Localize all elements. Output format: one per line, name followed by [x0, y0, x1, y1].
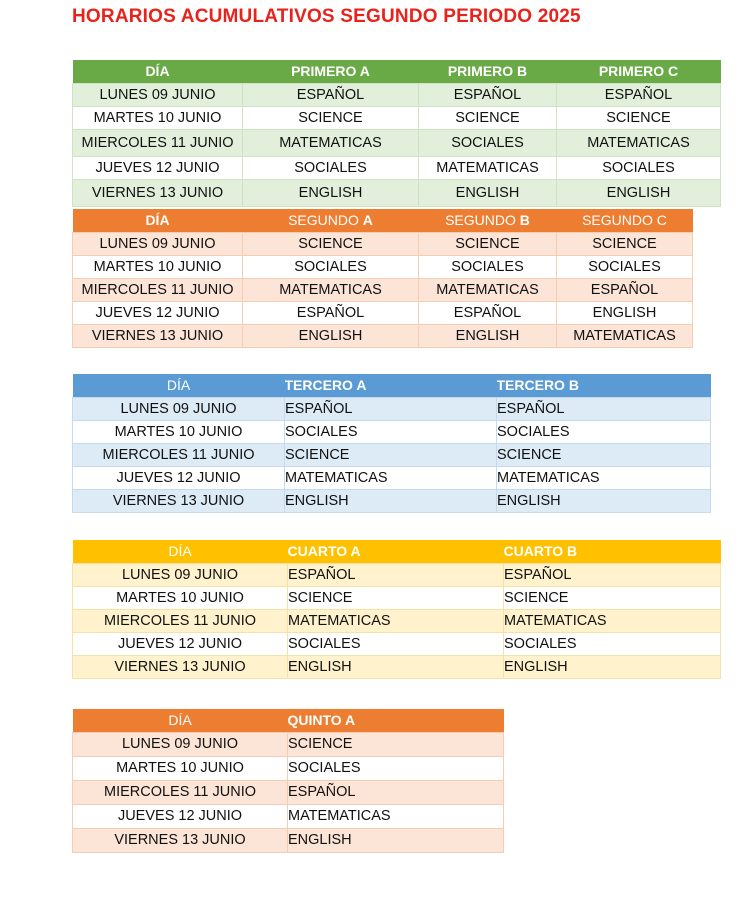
- schedule-table-segundo: [72, 209, 693, 348]
- schedule-table-tercero: [72, 374, 711, 513]
- subject-cell: SCIENCE: [419, 106, 557, 129]
- subject-cell: MATEMATICAS: [497, 466, 711, 489]
- day-cell: MIERCOLES 11 JUNIO: [73, 278, 243, 301]
- subject-cell: ENGLISH: [497, 489, 711, 512]
- table-row: [73, 179, 721, 206]
- page-title: HORARIOS ACUMULATIVOS SEGUNDO PERIODO 2025: [72, 6, 581, 27]
- table-row: [73, 609, 721, 632]
- subject-cell: SCIENCE: [557, 232, 693, 255]
- header-class: [243, 209, 419, 232]
- header-day: DÍA: [73, 709, 288, 732]
- subject-cell: MATEMATICAS: [419, 278, 557, 301]
- subject-cell: SCIENCE: [504, 586, 721, 609]
- table-header: [73, 709, 504, 732]
- subject-cell: SOCIALES: [504, 632, 721, 655]
- header-class: TERCERO A: [285, 374, 497, 397]
- day-cell: MIERCOLES 11 JUNIO: [73, 443, 285, 466]
- day-cell: LUNES 09 JUNIO: [73, 83, 243, 106]
- table-row: [73, 83, 721, 106]
- subject-cell: ESPAÑOL: [243, 301, 419, 324]
- header-class: SEGUNDO C: [557, 209, 693, 232]
- subject-cell: ENGLISH: [504, 655, 721, 678]
- subject-cell: ENGLISH: [288, 655, 504, 678]
- subject-cell: SCIENCE: [288, 586, 504, 609]
- table-row: [73, 632, 721, 655]
- day-cell: MARTES 10 JUNIO: [73, 420, 285, 443]
- header-day: DÍA: [73, 209, 243, 232]
- day-cell: MARTES 10 JUNIO: [73, 586, 288, 609]
- day-cell: VIERNES 13 JUNIO: [73, 489, 285, 512]
- header-section: A: [362, 212, 373, 229]
- day-cell: MARTES 10 JUNIO: [73, 106, 243, 129]
- table-row: [73, 586, 721, 609]
- subject-cell: SCIENCE: [243, 232, 419, 255]
- table-row: [73, 780, 504, 804]
- table-row: [73, 397, 711, 420]
- table-row: [73, 232, 693, 255]
- day-cell: VIERNES 13 JUNIO: [73, 828, 288, 852]
- subject-cell: ESPAÑOL: [557, 83, 721, 106]
- header-day: DÍA: [73, 60, 243, 83]
- subject-cell: SCIENCE: [285, 443, 497, 466]
- subject-cell: MATEMATICAS: [557, 129, 721, 156]
- table-row: [73, 732, 504, 756]
- subject-cell: SOCIALES: [557, 156, 721, 179]
- subject-cell: ENGLISH: [285, 489, 497, 512]
- table-row: [73, 156, 721, 179]
- day-cell: MARTES 10 JUNIO: [73, 255, 243, 278]
- header-class: TERCERO B: [497, 374, 711, 397]
- table-row: [73, 828, 504, 852]
- header-class: CUARTO B: [504, 540, 721, 563]
- day-cell: VIERNES 13 JUNIO: [73, 179, 243, 206]
- table-row: [73, 420, 711, 443]
- subject-cell: ESPAÑOL: [243, 83, 419, 106]
- subject-cell: SCIENCE: [419, 232, 557, 255]
- subject-cell: SOCIALES: [285, 420, 497, 443]
- schedule-table-quinto: [72, 709, 504, 853]
- subject-cell: ENGLISH: [419, 324, 557, 347]
- table-row: [73, 489, 711, 512]
- day-cell: VIERNES 13 JUNIO: [73, 655, 288, 678]
- subject-cell: MATEMATICAS: [285, 466, 497, 489]
- table-row: [73, 443, 711, 466]
- table-row: [73, 129, 721, 156]
- table-row: [73, 804, 504, 828]
- day-cell: LUNES 09 JUNIO: [73, 563, 288, 586]
- table-row: [73, 756, 504, 780]
- subject-cell: SOCIALES: [288, 632, 504, 655]
- day-cell: MIERCOLES 11 JUNIO: [73, 609, 288, 632]
- subject-cell: SOCIALES: [419, 129, 557, 156]
- subject-cell: ESPAÑOL: [288, 780, 504, 804]
- subject-cell: ESPAÑOL: [504, 563, 721, 586]
- day-cell: LUNES 09 JUNIO: [73, 232, 243, 255]
- subject-cell: ENGLISH: [557, 301, 693, 324]
- header-class: QUINTO A: [288, 709, 504, 732]
- table-header: [73, 540, 721, 563]
- day-cell: MIERCOLES 11 JUNIO: [73, 129, 243, 156]
- schedule-table-cuarto: [72, 540, 721, 679]
- subject-cell: MATEMATICAS: [504, 609, 721, 632]
- subject-cell: MATEMATICAS: [288, 804, 504, 828]
- table-row: [73, 255, 693, 278]
- header-class: PRIMERO A: [243, 60, 419, 83]
- day-cell: JUEVES 12 JUNIO: [73, 466, 285, 489]
- header-grade: SEGUNDO: [288, 212, 363, 229]
- day-cell: MIERCOLES 11 JUNIO: [73, 780, 288, 804]
- header-class: [419, 209, 557, 232]
- subject-cell: ENGLISH: [288, 828, 504, 852]
- subject-cell: SCIENCE: [557, 106, 721, 129]
- table-row: [73, 106, 721, 129]
- subject-cell: SOCIALES: [243, 255, 419, 278]
- subject-cell: ENGLISH: [243, 179, 419, 206]
- subject-cell: ESPAÑOL: [557, 278, 693, 301]
- subject-cell: ESPAÑOL: [285, 397, 497, 420]
- table-row: [73, 301, 693, 324]
- subject-cell: ESPAÑOL: [419, 301, 557, 324]
- table-row: [73, 655, 721, 678]
- day-cell: JUEVES 12 JUNIO: [73, 301, 243, 324]
- subject-cell: ENGLISH: [557, 179, 721, 206]
- subject-cell: SCIENCE: [243, 106, 419, 129]
- subject-cell: ESPAÑOL: [497, 397, 711, 420]
- subject-cell: SOCIALES: [419, 255, 557, 278]
- table-row: [73, 466, 711, 489]
- table-header: [73, 374, 711, 397]
- subject-cell: ESPAÑOL: [419, 83, 557, 106]
- schedule-table-primero: [72, 60, 721, 207]
- header-class: PRIMERO B: [419, 60, 557, 83]
- subject-cell: SOCIALES: [243, 156, 419, 179]
- day-cell: JUEVES 12 JUNIO: [73, 804, 288, 828]
- subject-cell: MATEMATICAS: [288, 609, 504, 632]
- subject-cell: SOCIALES: [288, 756, 504, 780]
- subject-cell: SCIENCE: [497, 443, 711, 466]
- subject-cell: ESPAÑOL: [288, 563, 504, 586]
- table-row: [73, 324, 693, 347]
- subject-cell: MATEMATICAS: [557, 324, 693, 347]
- day-cell: LUNES 09 JUNIO: [73, 397, 285, 420]
- header-day: DÍA: [73, 540, 288, 563]
- header-section: B: [519, 212, 530, 229]
- day-cell: JUEVES 12 JUNIO: [73, 156, 243, 179]
- subject-cell: ENGLISH: [419, 179, 557, 206]
- table-row: [73, 563, 721, 586]
- subject-cell: SCIENCE: [288, 732, 504, 756]
- subject-cell: SOCIALES: [557, 255, 693, 278]
- day-cell: JUEVES 12 JUNIO: [73, 632, 288, 655]
- subject-cell: MATEMATICAS: [243, 129, 419, 156]
- header-day: DÍA: [73, 374, 285, 397]
- subject-cell: ENGLISH: [243, 324, 419, 347]
- table-header: [73, 60, 721, 83]
- day-cell: LUNES 09 JUNIO: [73, 732, 288, 756]
- table-row: [73, 278, 693, 301]
- header-class: PRIMERO C: [557, 60, 721, 83]
- day-cell: VIERNES 13 JUNIO: [73, 324, 243, 347]
- header-grade: SEGUNDO: [445, 212, 520, 229]
- table-header: [73, 209, 693, 232]
- header-class: CUARTO A: [288, 540, 504, 563]
- day-cell: MARTES 10 JUNIO: [73, 756, 288, 780]
- subject-cell: MATEMATICAS: [243, 278, 419, 301]
- subject-cell: MATEMATICAS: [419, 156, 557, 179]
- subject-cell: SOCIALES: [497, 420, 711, 443]
